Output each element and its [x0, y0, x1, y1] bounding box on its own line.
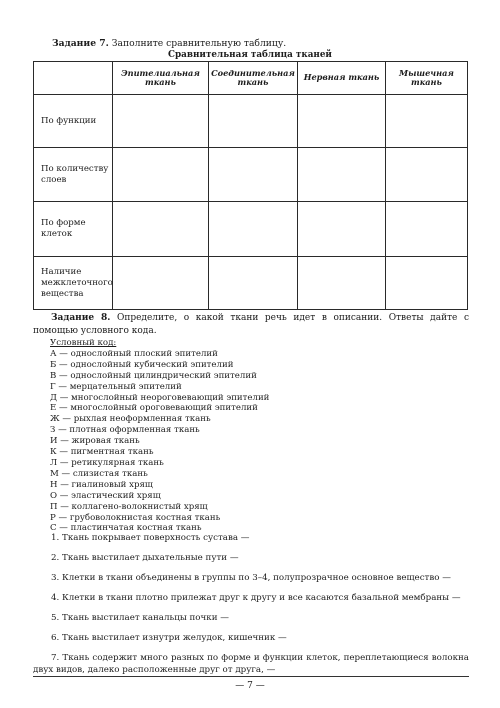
- task7-heading: [52, 38, 286, 49]
- legend-item: Ж — рыхлая неоформленная ткань: [50, 414, 211, 425]
- row-label-intercellular: Наличие межклеточного вещества: [34, 257, 113, 310]
- answer-cell[interactable]: [113, 257, 209, 310]
- legend-item: А — однослойный плоский эпителий: [50, 348, 218, 359]
- answer-cell[interactable]: [298, 257, 386, 310]
- task8-heading: [33, 312, 469, 337]
- answer-cell[interactable]: [298, 148, 386, 202]
- header-empty-cell: [34, 62, 113, 95]
- task7-text: Заполните сравнительную таблицу.: [111, 38, 287, 49]
- question-item: 1. Ткань покрывает поверхность сустава —: [51, 533, 250, 543]
- legend-item: Б — однослойный кубический эпителий: [50, 359, 234, 370]
- question-item: 4. Клетки в ткани плотно прилежат друг к другу и все касаются базальной мембраны —: [51, 593, 461, 603]
- table-title: Сравнительная таблица тканей: [168, 50, 332, 60]
- answer-cell[interactable]: [386, 202, 468, 257]
- table-row: [34, 202, 468, 257]
- questions-list: [33, 533, 469, 676]
- col-header-epithelial: Эпителиальная ткань: [113, 62, 209, 95]
- legend-item: Е — многослойный ороговевающий эпителий: [50, 403, 258, 414]
- task8-text: Определите, о какой ткани речь идет в описании. Ответы дайте с помощью условного кода.: [33, 313, 469, 336]
- legend-item: О — эластический хрящ: [50, 490, 161, 501]
- question-item: 5. Ткань выстилает канальцы почки —: [51, 613, 229, 623]
- legend-item: К — пигментная ткань: [50, 447, 154, 458]
- legend-item: С — пластинчатая костная ткань: [50, 523, 202, 534]
- row-label-function: По функции: [34, 95, 113, 148]
- footer-divider: [33, 676, 469, 677]
- answer-cell[interactable]: [209, 95, 298, 148]
- col-header-nervous: Нервная ткань: [298, 62, 386, 95]
- question-item: 3. Клетки в ткани объединены в группы по 3–4, полупрозрачное основное вещество —: [51, 573, 451, 583]
- legend-item: Н — гиалиновый хрящ: [50, 479, 153, 490]
- answer-cell[interactable]: [386, 257, 468, 310]
- legend-item: З — плотная оформленная ткань: [50, 425, 200, 436]
- answer-cell[interactable]: [386, 148, 468, 202]
- legend-item: В — однослойный цилиндрический эпителий: [50, 370, 257, 381]
- task8-label: Задание 8.: [51, 313, 111, 323]
- legend-item: Л — ретикулярная ткань: [50, 457, 164, 468]
- table-row: [34, 95, 468, 148]
- col-header-muscle: Мышечная ткань: [386, 62, 468, 95]
- task7-label: Задание 7.: [52, 38, 109, 49]
- row-label-cell-shape: По форме клеток: [34, 202, 113, 257]
- legend-item: Г — мерцательный эпителий: [50, 381, 182, 392]
- answer-cell[interactable]: [113, 202, 209, 257]
- answer-cell[interactable]: [386, 95, 468, 148]
- legend-title: Условный код:: [50, 338, 117, 348]
- question-item: 6. Ткань выстилает изнутри желудок, кишечник —: [51, 633, 287, 643]
- answer-cell[interactable]: [113, 95, 209, 148]
- answer-cell[interactable]: [298, 95, 386, 148]
- legend-list: [50, 338, 269, 534]
- page-number: — 7 —: [235, 681, 265, 691]
- legend-item: М — слизистая ткань: [50, 468, 148, 479]
- comparison-table: [33, 61, 468, 310]
- answer-cell[interactable]: [209, 148, 298, 202]
- answer-cell[interactable]: [209, 257, 298, 310]
- question-item: 7. Ткань содержит много разных по форме и функции клеток, переплетающиеся волокна двух видов, далеко расположенные друг от друга, —: [33, 653, 469, 675]
- table-row: [34, 148, 468, 202]
- row-label-layers: По количеству слоев: [34, 148, 113, 202]
- table-header-row: [34, 62, 468, 95]
- col-header-connective: Соединительная ткань: [209, 62, 298, 95]
- answer-cell[interactable]: [298, 202, 386, 257]
- table-row: [34, 257, 468, 310]
- legend-item: Д — многослойный неороговевающий эпителий: [50, 392, 270, 403]
- question-item: 2. Ткань выстилает дыхательные пути —: [51, 553, 239, 563]
- answer-cell[interactable]: [209, 202, 298, 257]
- answer-cell[interactable]: [113, 148, 209, 202]
- legend-item: И — жировая ткань: [50, 436, 140, 447]
- legend-item: Р — грубоволокнистая костная ткань: [50, 512, 221, 523]
- legend-item: П — коллагено-волокнистый хрящ: [50, 501, 208, 512]
